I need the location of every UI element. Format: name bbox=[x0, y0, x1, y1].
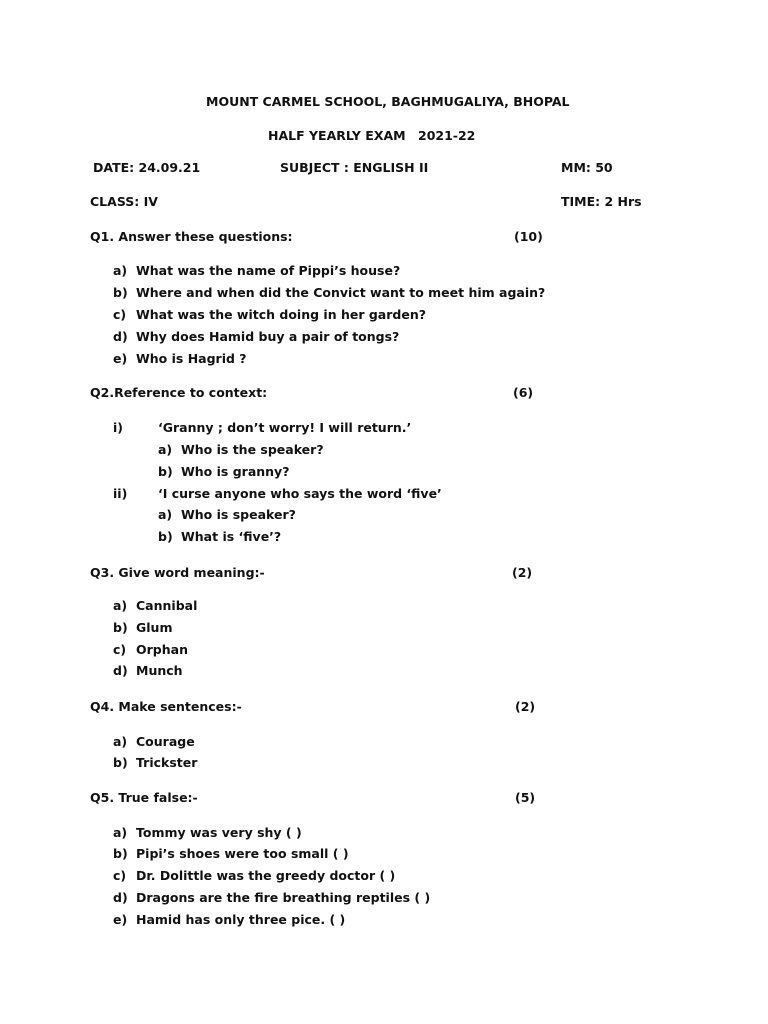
q5-marks: (5) bbox=[515, 790, 536, 805]
exam-time: TIME: 2 Hrs bbox=[561, 194, 642, 209]
item-label: a) bbox=[113, 263, 128, 278]
sub-item-label: b) bbox=[158, 464, 173, 479]
item-label: a) bbox=[113, 734, 128, 749]
item-text: What was the name of Pippi’s house? bbox=[136, 263, 401, 278]
item-label: a) bbox=[113, 825, 128, 840]
item-text: Courage bbox=[136, 734, 195, 749]
passage-label: i) bbox=[113, 420, 123, 435]
passage-label: ii) bbox=[113, 486, 128, 501]
q4-marks: (2) bbox=[515, 699, 536, 714]
item-text: Dragons are the fire breathing reptiles ( ) bbox=[136, 890, 431, 905]
item-text: Hamid has only three pice. ( ) bbox=[136, 912, 346, 927]
passage-text: ‘Granny ; don’t worry! I will return.’ bbox=[158, 420, 412, 435]
q4-title: Q4. Make sentences:- bbox=[90, 699, 242, 714]
item-label: c) bbox=[113, 868, 127, 883]
item-label: b) bbox=[113, 846, 128, 861]
item-text: What was the witch doing in her garden? bbox=[136, 307, 426, 322]
q1-marks: (10) bbox=[514, 229, 543, 244]
exam-subject: SUBJECT : ENGLISH II bbox=[280, 160, 429, 175]
item-text: Who is Hagrid ? bbox=[136, 351, 247, 366]
exam-date: DATE: 24.09.21 bbox=[93, 160, 201, 175]
sub-item-label: a) bbox=[158, 507, 173, 522]
item-label: d) bbox=[113, 329, 128, 344]
item-label: d) bbox=[113, 663, 128, 678]
item-text: Munch bbox=[136, 663, 183, 678]
item-label: e) bbox=[113, 351, 128, 366]
item-text: Dr. Dolittle was the greedy doctor ( ) bbox=[136, 868, 396, 883]
item-text: Tommy was very shy ( ) bbox=[136, 825, 302, 840]
item-text: Trickster bbox=[136, 755, 198, 770]
item-text: Glum bbox=[136, 620, 173, 635]
school-name: MOUNT CARMEL SCHOOL, BAGHMUGALIYA, BHOPAL bbox=[206, 94, 570, 109]
q2-marks: (6) bbox=[513, 385, 534, 400]
q1-title: Q1. Answer these questions: bbox=[90, 229, 293, 244]
passage-text: ‘I curse anyone who says the word ‘five’ bbox=[158, 486, 442, 501]
item-text: Cannibal bbox=[136, 598, 198, 613]
sub-item-label: a) bbox=[158, 442, 173, 457]
exam-title: HALF YEARLY EXAM bbox=[268, 128, 406, 143]
item-label: e) bbox=[113, 912, 128, 927]
item-text: Orphan bbox=[136, 642, 188, 657]
item-label: b) bbox=[113, 755, 128, 770]
item-text: Why does Hamid buy a pair of tongs? bbox=[136, 329, 400, 344]
item-label: b) bbox=[113, 620, 128, 635]
sub-item-label: b) bbox=[158, 529, 173, 544]
sub-item-text: Who is speaker? bbox=[181, 507, 296, 522]
q3-marks: (2) bbox=[512, 565, 533, 580]
item-label: c) bbox=[113, 642, 127, 657]
exam-year: 2021-22 bbox=[418, 128, 476, 143]
q2-title: Q2.Reference to context: bbox=[90, 385, 268, 400]
sub-item-text: What is ‘five’? bbox=[181, 529, 282, 544]
max-marks: MM: 50 bbox=[561, 160, 613, 175]
item-label: b) bbox=[113, 285, 128, 300]
exam-class: CLASS: IV bbox=[90, 194, 158, 209]
q3-title: Q3. Give word meaning:- bbox=[90, 565, 265, 580]
q5-title: Q5. True false:- bbox=[90, 790, 198, 805]
item-label: c) bbox=[113, 307, 127, 322]
item-text: Where and when did the Convict want to meet him again? bbox=[136, 285, 546, 300]
item-label: a) bbox=[113, 598, 128, 613]
item-text: Pipi’s shoes were too small ( ) bbox=[136, 846, 349, 861]
item-label: d) bbox=[113, 890, 128, 905]
sub-item-text: Who is the speaker? bbox=[181, 442, 324, 457]
sub-item-text: Who is granny? bbox=[181, 464, 290, 479]
